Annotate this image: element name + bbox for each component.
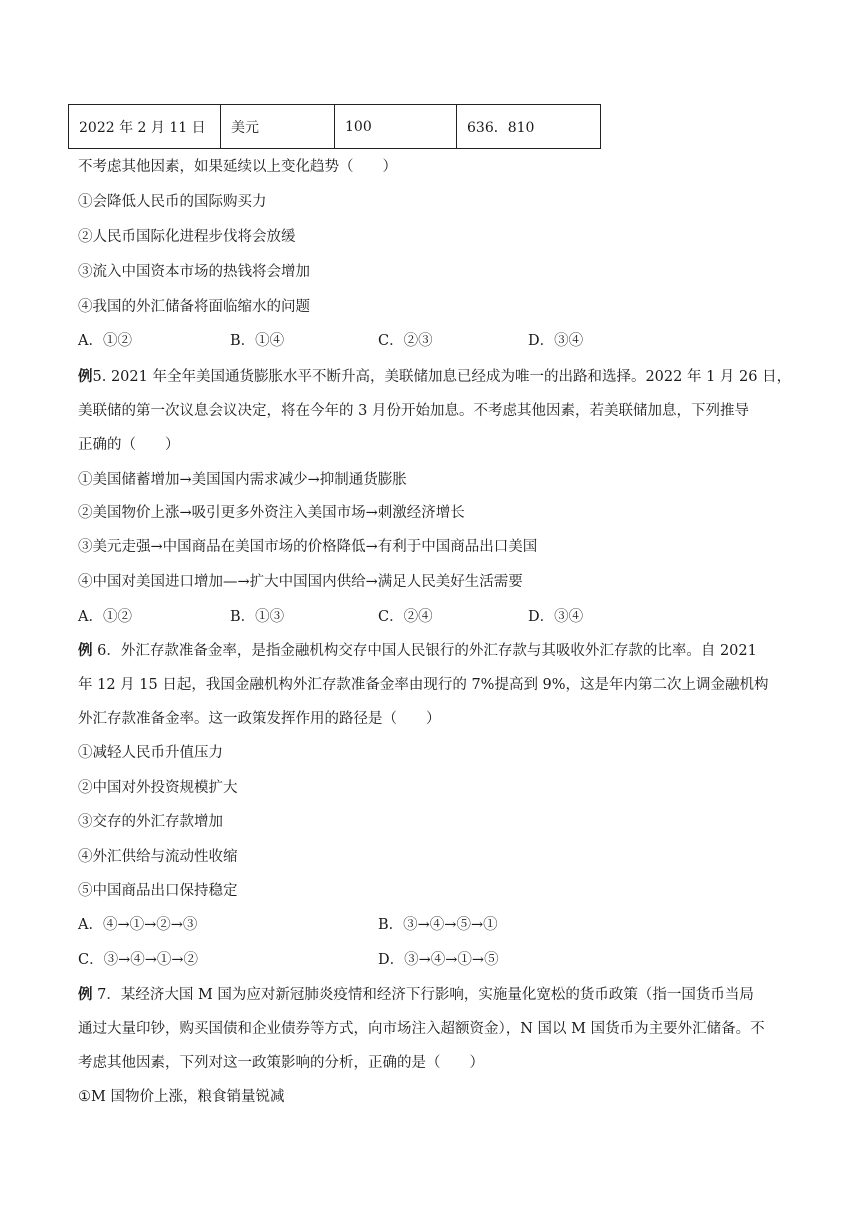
q7-stem-line-2: 通过大量印钞，购买国债和企业债券等方式，向市场注入超额资金），N 国以 M 国货币为主要外汇储备。不 xyxy=(78,1021,765,1037)
q6-stem-line-3: 外汇存款准备金率。这一政策发挥作用的路径是（ ） xyxy=(78,711,441,727)
q5-stem-line-3: 正确的（ ） xyxy=(78,437,180,453)
q5-option-c: C．②④ xyxy=(378,609,433,625)
q4-item-2: ②人民币国际化进程步伐将会放缓 xyxy=(78,229,296,245)
q5-item-3: ③美元走强→中国商品在美国市场的价格降低→有利于中国商品出口美国 xyxy=(78,539,538,555)
example-label: 例 xyxy=(78,369,93,385)
q6-stem-line-1 xyxy=(78,641,757,661)
q6-item-3: ③交存的外汇存款增加 xyxy=(78,814,223,830)
table-cell-currency: 美元 xyxy=(221,105,335,149)
exchange-rate-table xyxy=(68,104,601,149)
q4-option-b: B．①④ xyxy=(230,333,285,349)
q7-stem-text: 7．某经济大国 M 国为应对新冠肺炎疫情和经济下行影响，实施量化宽松的货币政策（指一国货币当局 xyxy=(92,987,754,1003)
q6-stem-text: 6．外汇存款准备金率，是指金融机构交存中国人民银行的外汇存款与其吸收外汇存款的比率。自 2021 xyxy=(92,643,757,659)
q5-stem-line-1 xyxy=(78,367,791,387)
q7-item-1: ①M 国物价上涨，粮食销量锐减 xyxy=(78,1089,285,1105)
q5-option-b: B．①③ xyxy=(230,609,285,625)
q4-item-1: ①会降低人民币的国际购买力 xyxy=(78,194,267,210)
q5-option-a: A．①② xyxy=(78,609,132,625)
table-cell-amount: 100 xyxy=(335,105,457,149)
q5-item-2: ②美国物价上涨→吸引更多外资注入美国市场→刺激经济增长 xyxy=(78,505,465,521)
q4-item-3: ③流入中国资本市场的热钱将会增加 xyxy=(78,264,310,280)
q4-option-c: C．②③ xyxy=(378,333,433,349)
q4-option-a: A．①② xyxy=(78,333,132,349)
q4-option-d: D．③④ xyxy=(528,333,584,349)
q5-stem-text: 5. 2021 年全年美国通货膨胀水平不断升高，美联储加息已经成为唯一的出路和选择。2022 年 1 月 26 日， xyxy=(92,369,792,385)
q6-option-b: B．③→④→⑤→① xyxy=(378,917,498,933)
table-row xyxy=(69,105,601,149)
q6-stem-line-2: 年 12 月 15 日起，我国金融机构外汇存款准备金率由现行的 7%提高到 9%，这是年内第二次上调金融机构 xyxy=(78,677,769,693)
table-cell-date: 2022 年 2 月 11 日 xyxy=(69,105,221,149)
q5-option-d: D．③④ xyxy=(528,609,584,625)
table-cell-rate: 636．810 xyxy=(457,105,601,149)
q6-option-d: D．③→④→①→⑤ xyxy=(378,952,499,968)
q6-option-a: A．④→①→②→③ xyxy=(78,917,198,933)
q6-item-1: ①减轻人民币升值压力 xyxy=(78,745,223,761)
q4-stem: 不考虑其他因素，如果延续以上变化趋势（ ） xyxy=(78,159,397,175)
example-label: 例 xyxy=(78,643,93,659)
q6-item-4: ④外汇供给与流动性收缩 xyxy=(78,849,238,865)
q5-item-4: ④中国对美国进口增加—→扩大中国国内供给→满足人民美好生活需要 xyxy=(78,574,523,590)
q5-stem-line-2: 美联储的第一次议息会议决定，将在今年的 3 月份开始加息。不考虑其他因素，若美联储加息，下列推导 xyxy=(78,403,749,419)
q6-item-2: ②中国对外投资规模扩大 xyxy=(78,780,238,796)
q5-item-1: ①美国储蓄增加→美国国内需求减少→抑制通货膨胀 xyxy=(78,472,407,488)
q6-item-5: ⑤中国商品出口保持稳定 xyxy=(78,883,238,899)
example-label: 例 xyxy=(78,987,93,1003)
q4-item-4: ④我国的外汇储备将面临缩水的问题 xyxy=(78,299,310,315)
q6-option-c: C．③→④→①→② xyxy=(78,952,199,968)
q7-stem-line-1 xyxy=(78,985,754,1005)
q7-stem-line-3: 考虑其他因素，下列对这一政策影响的分析，正确的是（ ） xyxy=(78,1055,484,1071)
